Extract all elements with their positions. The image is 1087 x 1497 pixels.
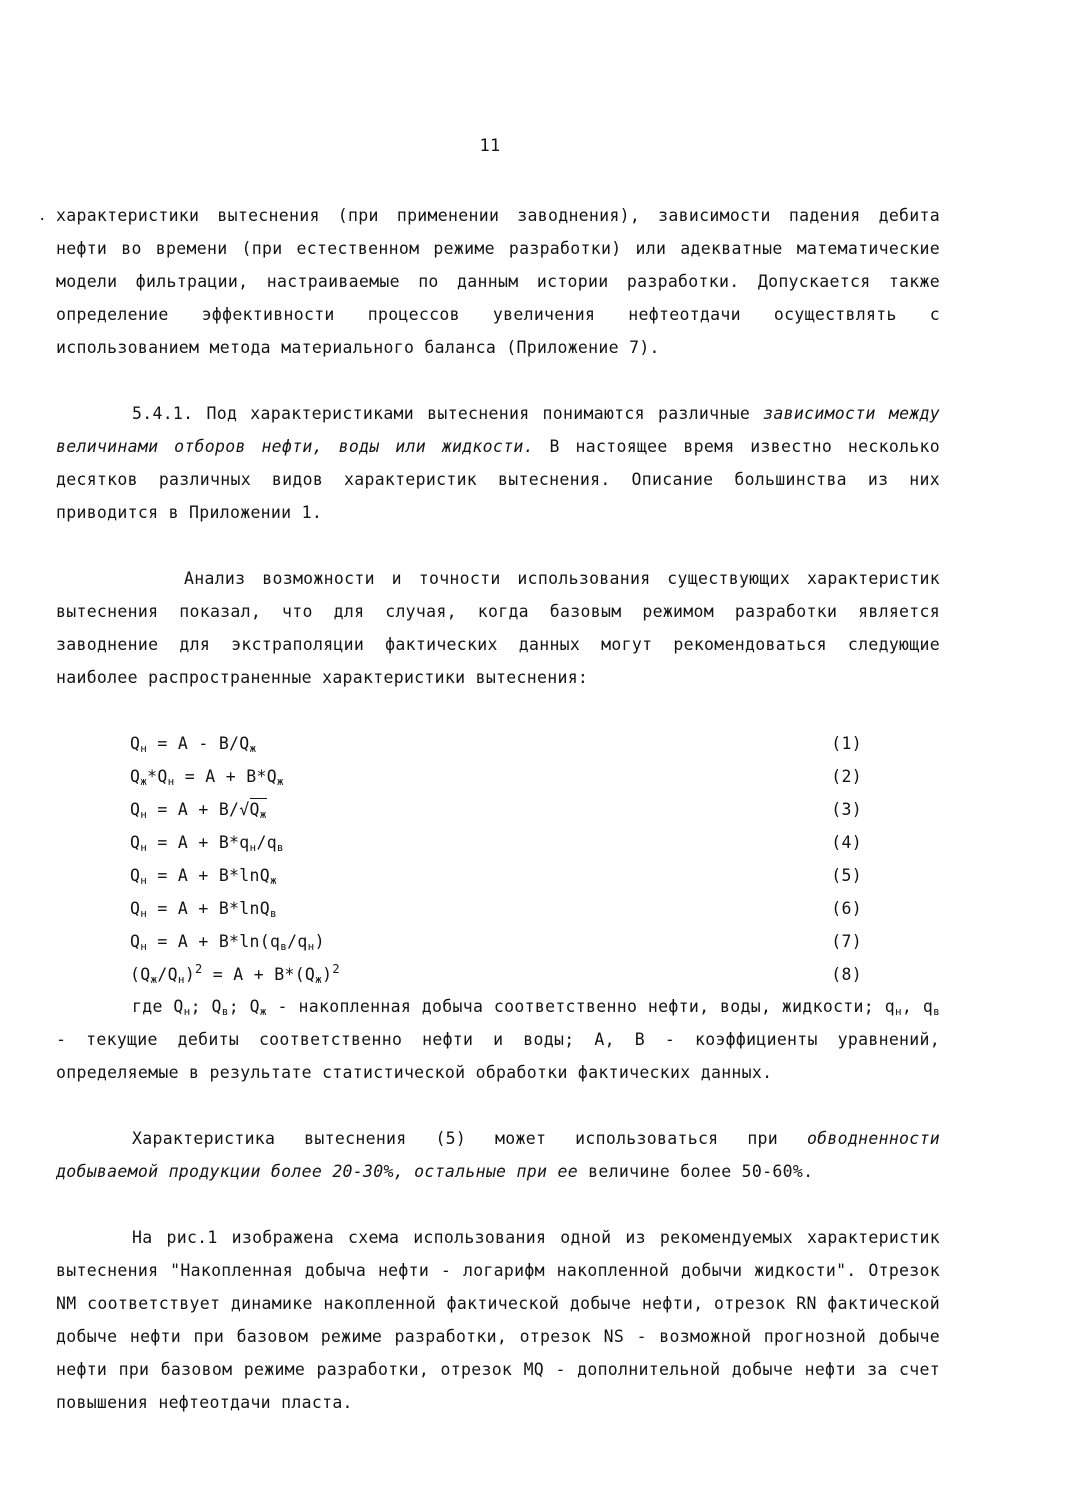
formula-1: [130, 727, 862, 760]
formula-2: [130, 760, 862, 793]
paragraph-5: [56, 1122, 940, 1188]
paragraph-2-lead: 5.4.1. Под характеристиками вытеснения понимаются различные: [132, 404, 764, 423]
paragraph-3: Анализ возможности и точности использования существующих характеристик вытеснения показал, что для случая, когда базовым режимом разработки является заводнение для экстраполяции фактических данных могут рекомендоваться следующие наиболее распространенные характеристики вытеснения:: [56, 569, 940, 687]
formula-number: (3): [831, 800, 862, 819]
formula-3: [130, 793, 862, 826]
formula-number: (7): [831, 932, 862, 951]
formula-expression: $Q_н = A + B*\ln Q_ж$: [130, 866, 277, 887]
formula-number: (5): [831, 866, 862, 885]
formula-number: (4): [831, 833, 862, 852]
paragraph-2-italic: зависимости между величинами отборов нефти, воды или жидкости.: [56, 404, 941, 456]
formula-expression: $Q_н = A + B*q_н/q_в$: [130, 833, 284, 854]
formula-expression: $Q_н = A - B/Q_ж$: [130, 734, 257, 755]
paragraph-2-tail: В настоящее время известно несколько десятков различных видов характеристик вытеснения. Описание большинства из них приводится в Приложении 1.: [56, 437, 940, 522]
paragraph-4: где $Q_н$; $Q_в$; $Q_ж$ - накопленная добыча соответственно нефти, воды, жидкости; $q_н$, $q_в$ - текущие дебиты соответственно нефти и воды; A, B - коэффициенты уравнений, определяемые в результате статистической обработки фактических данных.: [56, 997, 941, 1082]
margin-mark: .: [38, 208, 47, 224]
paragraph-6: На рис.1 изображена схема использования одной из рекомендуемых характеристик вытеснения "Накопленная добыча нефти - логарифм накопленной добычи жидкости". Отрезок NM соответствует динамике накопленной фактической добыче нефти, отрезок RN фактической добыче нефти при базовом режиме разработки, отрезок NS - возможной прогнозной добыче нефти при базовом режиме разработки, отрезок MQ - дополнительной добыче нефти за счет повышения нефтеотдачи пласта.: [56, 1228, 940, 1412]
paragraph-5-lead: Характеристика вытеснения (5) может использоваться при: [132, 1129, 807, 1148]
formula-expression: $(Q_ж/Q_н)^2 = A + B*(Q_ж)^2$: [130, 962, 340, 986]
formula-7: [130, 925, 862, 958]
formula-4: [130, 826, 862, 859]
paragraph-1: характеристики вытеснения (при применении заводнения), зависимости падения дебита нефти во времени (при естественном режиме разработки) или адекватные математические модели фильтрации, настраиваемые по данным истории разработки. Допускается также определение эффективности процессов увеличения нефтеотдачи осуществлять с использованием метода материального баланса (Приложение 7).: [56, 206, 940, 357]
formula-number: (8): [831, 965, 862, 984]
formula-expression: $Q_н = A + B*\ln Q_в$: [130, 899, 277, 920]
formula-expression: $Q_ж*Q_н = A + B*Q_ж$: [130, 767, 284, 788]
formula-expression: $Q_н = A + B/√Q_ж$: [130, 800, 267, 821]
formula-list: [130, 727, 862, 991]
page-number: 11: [479, 136, 501, 156]
formula-8: [130, 958, 862, 991]
paragraph-5-italic: обводненности добываемой продукции более 20-30%, остальные при ее: [56, 1129, 940, 1181]
formula-number: (2): [831, 767, 862, 786]
formula-number: (1): [831, 734, 862, 753]
paragraph-5-tail: величине более 50-60%.: [577, 1162, 814, 1181]
paragraph-2: [56, 397, 940, 529]
formula-6: [130, 892, 862, 925]
formula-5: [130, 859, 862, 892]
formula-expression: $Q_н = A + B*\ln(q_в/q_н)$: [130, 932, 325, 953]
formula-number: (6): [831, 899, 862, 918]
